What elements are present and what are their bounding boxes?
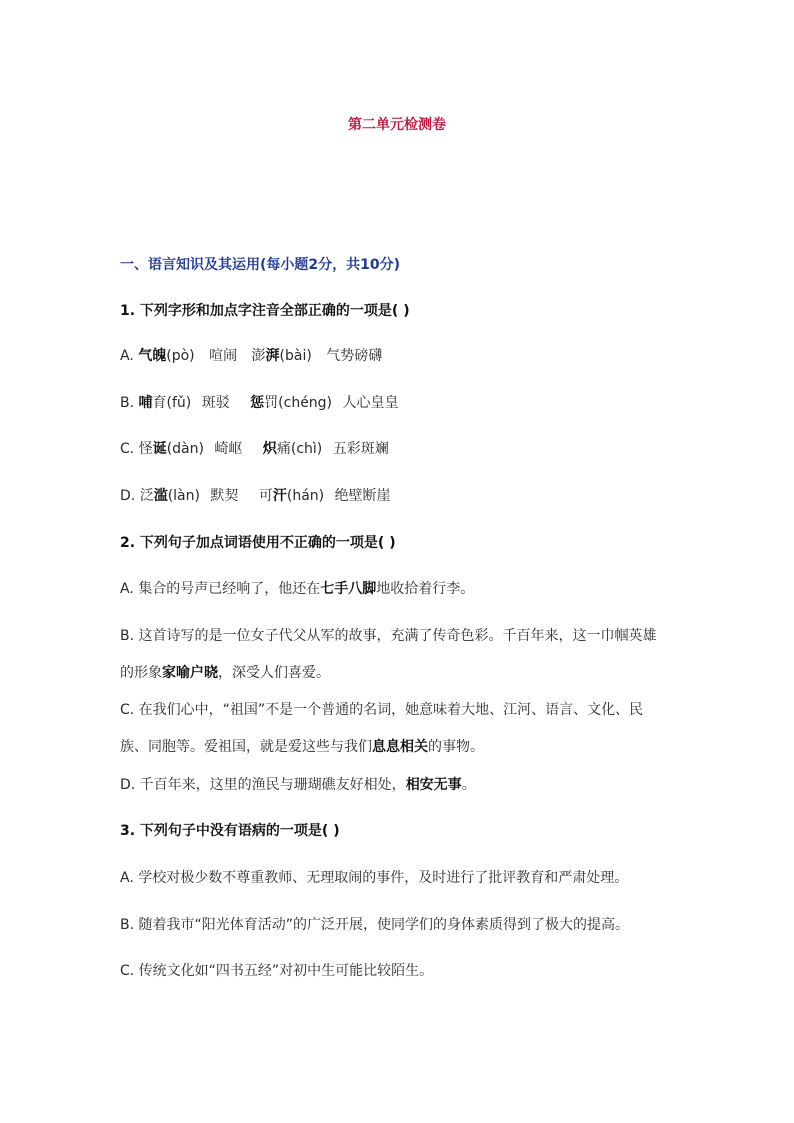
word-part: 怪 xyxy=(138,441,153,457)
sentence-text: 族、同胞等。爱祖国，就是爱这些与我们 xyxy=(120,739,372,755)
word-part: 罚 xyxy=(264,395,279,411)
dotted-word: 惩 xyxy=(250,395,265,411)
q2-option-c-line-1 xyxy=(120,700,680,720)
word: 五彩斑斓 xyxy=(332,441,389,457)
option-label: C. xyxy=(120,441,135,457)
word-part: 可 xyxy=(258,488,273,504)
q2-option-d xyxy=(120,775,680,795)
q3-option-c: C. 传统文化如“四书五经”对初中生可能比较陌生。 xyxy=(120,963,434,979)
word-part: 澎 xyxy=(251,348,266,364)
option-label: D. xyxy=(120,488,136,504)
dotted-word: 相安无事 xyxy=(405,777,462,793)
dotted-word: 炽 xyxy=(262,441,277,457)
sentence-text: 的形象 xyxy=(120,665,162,681)
question-3-stem: 3. 下列句子中没有语病的一项是( ) xyxy=(120,823,340,839)
dotted-word: 家喻户晓 xyxy=(162,665,218,681)
word: 斑驳 xyxy=(201,395,230,411)
dotted-word: 七手八脚 xyxy=(320,581,377,597)
dotted-word: 气魄 xyxy=(138,348,167,364)
pinyin: (làn) xyxy=(167,488,200,504)
word-part: 育 xyxy=(152,395,167,411)
q1-option-a xyxy=(120,346,680,366)
pinyin: (chì) xyxy=(290,441,323,457)
q3-option-a: A. 学校对极少数不尊重教师、无理取闹的事件，及时进行了批评教育和严肃处理。 xyxy=(120,870,629,886)
option-label: A. xyxy=(120,348,134,364)
pinyin: (hán) xyxy=(286,488,325,504)
q2-option-b-line-2 xyxy=(120,663,680,683)
word: 崎岖 xyxy=(214,441,243,457)
option-label: B. xyxy=(120,395,135,411)
sentence-text: 地收拾着行李。 xyxy=(376,581,475,597)
pinyin: (chéng) xyxy=(278,395,333,411)
q3-option-b: B. 随着我市“阳光体育活动”的广泛开展，使同学们的身体素质得到了极大的提高。 xyxy=(120,917,630,933)
q2-option-a xyxy=(120,579,680,599)
q1-option-c xyxy=(120,439,680,459)
word: 人心皇皇 xyxy=(342,395,399,411)
question-2-stem: 2. 下列句子加点词语使用不正确的一项是( ) xyxy=(120,535,396,551)
word: 默契 xyxy=(210,488,239,504)
pinyin: (bài) xyxy=(279,348,312,364)
section-heading: 一、语言知识及其运用(每小题2分，共10分) xyxy=(120,257,401,273)
word-part: 泛 xyxy=(139,488,154,504)
dotted-word: 滥 xyxy=(153,488,168,504)
sentence-text: 。 xyxy=(461,777,476,793)
sentence-text: ，深受人们喜爱。 xyxy=(218,665,330,681)
word: 气势磅礴 xyxy=(326,348,383,364)
word: 绝壁断崖 xyxy=(334,488,391,504)
sentence-text: B. 这首诗写的是一位女子代父从军的故事，充满了传奇色彩。千百年来，这一巾帼英雄 xyxy=(120,628,657,644)
word-part: 痛 xyxy=(276,441,291,457)
q1-option-d xyxy=(120,486,680,506)
sentence-text: 的事物。 xyxy=(428,739,484,755)
pinyin: (pò) xyxy=(166,348,195,364)
dotted-word: 诞 xyxy=(152,441,167,457)
word: 喧闹 xyxy=(209,348,238,364)
dotted-word: 汗 xyxy=(272,488,287,504)
dotted-word: 息息相关 xyxy=(372,739,428,755)
dotted-word: 哺 xyxy=(138,395,153,411)
pinyin: (dàn) xyxy=(166,441,204,457)
sentence-text: D. 千百年来，这里的渔民与珊瑚礁友好相处， xyxy=(120,777,406,793)
q1-option-b xyxy=(120,393,680,413)
question-1-stem: 1. 下列字形和加点字注音全部正确的一项是( ) xyxy=(120,303,410,319)
page-title: 第二单元检测卷 xyxy=(348,117,446,133)
dotted-word: 湃 xyxy=(265,348,280,364)
sentence-text: C. 在我们心中，“祖国”不是一个普通的名词，她意味着大地、江河、语言、文化、民 xyxy=(120,702,644,718)
pinyin: (fǔ) xyxy=(166,395,192,411)
q2-option-c-line-2 xyxy=(120,737,680,757)
sentence-text: A. 集合的号声已经响了，他还在 xyxy=(120,581,321,597)
q2-option-b-line-1 xyxy=(120,626,680,646)
